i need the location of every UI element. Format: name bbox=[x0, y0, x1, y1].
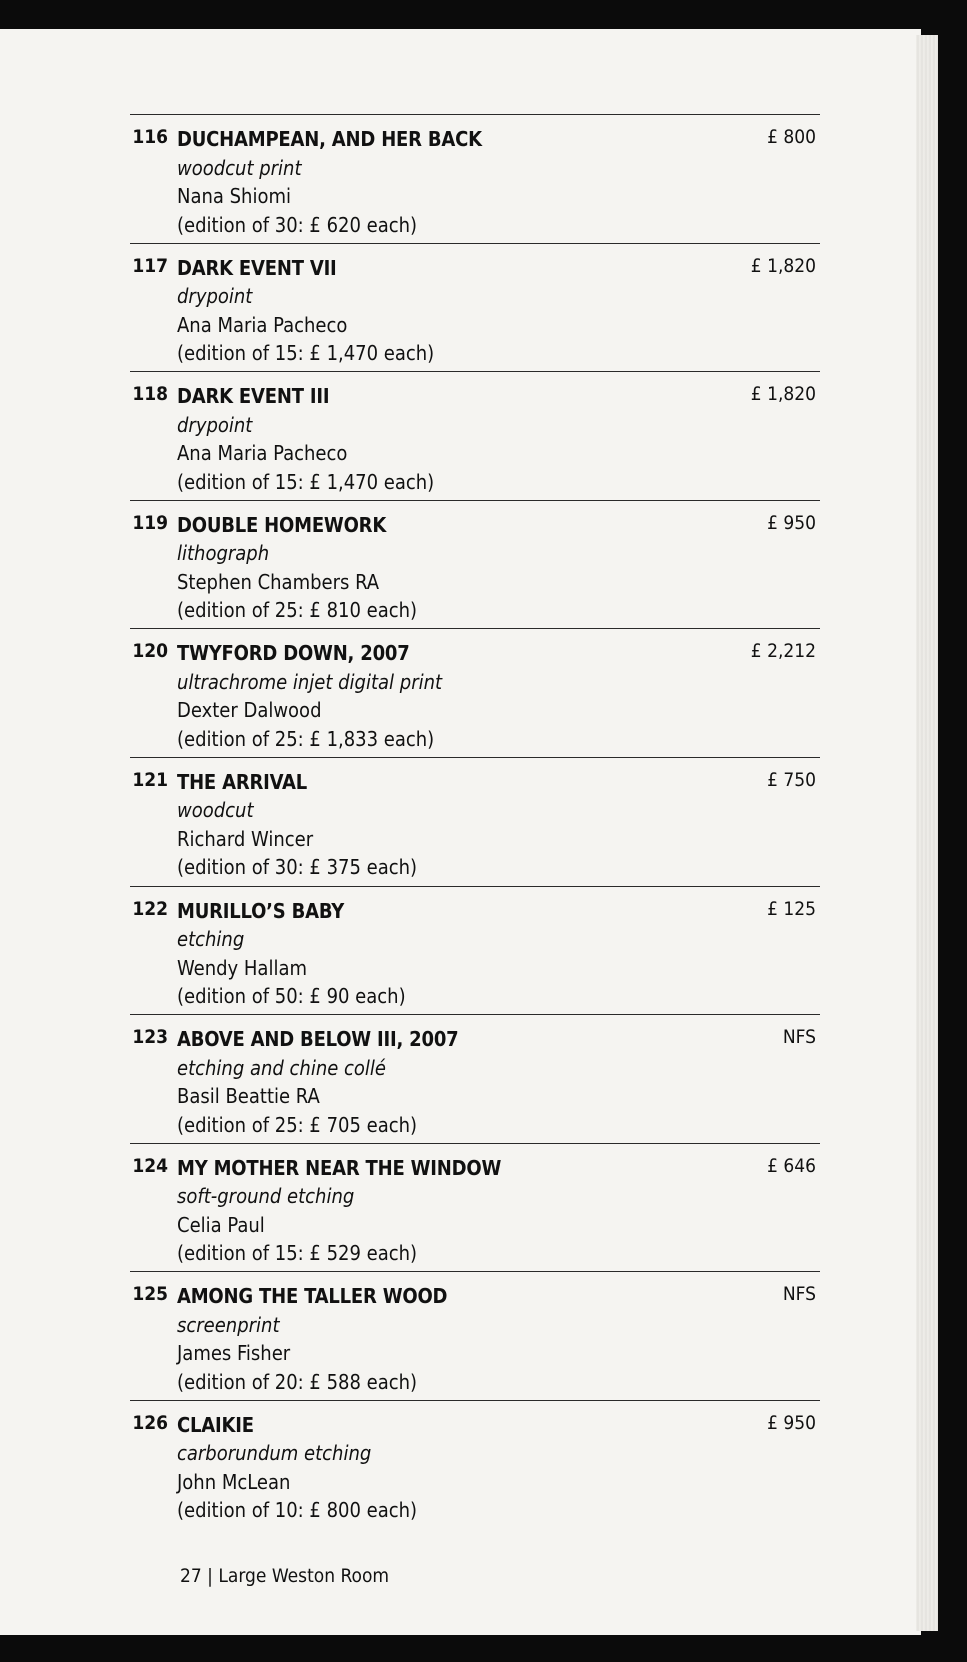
entry-details bbox=[177, 511, 417, 625]
artwork-medium: ultrachrome injet digital print bbox=[177, 669, 443, 694]
entry-details bbox=[177, 897, 406, 1011]
artwork-medium: soft-ground etching bbox=[177, 1184, 355, 1209]
artwork-price: £ 1,820 bbox=[750, 383, 816, 406]
edition-info: (edition of 25: £ 810 each) bbox=[177, 598, 418, 623]
artwork-price: £ 646 bbox=[767, 1154, 816, 1177]
entry-number: 117 bbox=[132, 254, 168, 277]
artwork-title: AMONG THE TALLER WOOD bbox=[177, 1284, 448, 1309]
entry-number: 123 bbox=[132, 1026, 168, 1049]
artwork-entry bbox=[130, 114, 820, 243]
artwork-medium: woodcut print bbox=[177, 155, 302, 180]
entry-number: 116 bbox=[132, 126, 168, 148]
artwork-title: DUCHAMPEAN, AND HER BACK bbox=[177, 127, 482, 151]
entry-details bbox=[177, 1411, 417, 1525]
edition-info: (edition of 15: £ 1,470 each) bbox=[177, 469, 435, 494]
artist-name: Richard Wincer bbox=[177, 826, 314, 851]
entry-details bbox=[177, 382, 434, 496]
artwork-title: DARK EVENT VII bbox=[177, 255, 337, 280]
artwork-medium: lithograph bbox=[177, 541, 270, 566]
edition-info: (edition of 30: £ 375 each) bbox=[177, 855, 418, 880]
artwork-medium: carborundum etching bbox=[177, 1441, 372, 1466]
artist-name: James Fisher bbox=[177, 1341, 291, 1366]
entry-number: 122 bbox=[132, 897, 168, 920]
artwork-entry bbox=[130, 371, 820, 500]
entry-number: 119 bbox=[132, 511, 168, 534]
artist-name: Celia Paul bbox=[177, 1212, 265, 1237]
edition-info: (edition of 25: £ 705 each) bbox=[177, 1112, 418, 1137]
artist-name: John McLean bbox=[177, 1469, 291, 1494]
artist-name: Nana Shiomi bbox=[177, 184, 291, 208]
artist-name: Wendy Hallam bbox=[177, 955, 307, 980]
artwork-title: TWYFORD DOWN, 2007 bbox=[177, 641, 410, 666]
artwork-title: CLAIKIE bbox=[177, 1412, 254, 1437]
artwork-medium: woodcut bbox=[177, 798, 254, 823]
artwork-price: NFS bbox=[782, 1283, 816, 1306]
artist-name: Dexter Dalwood bbox=[177, 698, 322, 723]
entry-details bbox=[177, 1282, 447, 1396]
entry-details bbox=[177, 125, 482, 239]
artwork-price: £ 950 bbox=[767, 1411, 816, 1434]
artwork-medium: drypoint bbox=[177, 412, 253, 437]
entry-details bbox=[177, 768, 417, 882]
artist-name: Stephen Chambers RA bbox=[177, 569, 380, 594]
entry-details bbox=[177, 1154, 501, 1268]
artwork-title: THE ARRIVAL bbox=[177, 769, 307, 794]
entry-details bbox=[177, 639, 442, 753]
edition-info: (edition of 20: £ 588 each) bbox=[177, 1369, 418, 1394]
edition-info: (edition of 50: £ 90 each) bbox=[177, 984, 406, 1009]
artwork-price: £ 2,212 bbox=[750, 640, 816, 663]
artwork-medium: etching and chine collé bbox=[177, 1055, 387, 1080]
artwork-title: DARK EVENT III bbox=[177, 384, 330, 409]
artist-name: Basil Beattie RA bbox=[177, 1084, 320, 1109]
artwork-entry bbox=[130, 886, 820, 1015]
page-footer: 27 | Large Weston Room bbox=[180, 1565, 390, 1587]
artwork-title: MURILLO’S BABY bbox=[177, 898, 345, 923]
edition-info: (edition of 25: £ 1,833 each) bbox=[177, 726, 435, 751]
edition-info: (edition of 15: £ 529 each) bbox=[177, 1241, 418, 1266]
entry-number: 121 bbox=[132, 768, 168, 791]
artwork-price: NFS bbox=[782, 1026, 816, 1049]
entry-number: 118 bbox=[132, 383, 168, 406]
edition-info: (edition of 15: £ 1,470 each) bbox=[177, 341, 435, 366]
artist-name: Ana Maria Pacheco bbox=[177, 441, 348, 466]
entry-number: 125 bbox=[132, 1283, 168, 1306]
artwork-entry bbox=[130, 1400, 820, 1529]
entry-number: 124 bbox=[132, 1154, 168, 1177]
artwork-entry bbox=[130, 628, 820, 757]
edition-info: (edition of 10: £ 800 each) bbox=[177, 1498, 418, 1523]
artwork-price: £ 125 bbox=[767, 897, 816, 920]
page-edge bbox=[916, 35, 938, 1631]
edition-info: (edition of 30: £ 620 each) bbox=[177, 212, 418, 237]
artwork-price: £ 750 bbox=[767, 768, 816, 791]
artwork-entry bbox=[130, 1143, 820, 1272]
artist-name: Ana Maria Pacheco bbox=[177, 312, 348, 337]
artwork-title: ABOVE AND BELOW III, 2007 bbox=[177, 1027, 459, 1052]
artwork-entry bbox=[130, 1271, 820, 1400]
artwork-entry bbox=[130, 757, 820, 886]
artwork-entry bbox=[130, 500, 820, 629]
artwork-entry bbox=[130, 1014, 820, 1143]
artwork-title: DOUBLE HOMEWORK bbox=[177, 512, 387, 537]
artwork-price: £ 1,820 bbox=[750, 254, 816, 277]
artwork-medium: drypoint bbox=[177, 284, 253, 309]
entry-number: 126 bbox=[132, 1411, 168, 1434]
entry-details bbox=[177, 254, 434, 368]
artwork-price: £ 800 bbox=[767, 126, 816, 148]
artwork-entry bbox=[130, 243, 820, 372]
artwork-price: £ 950 bbox=[767, 511, 816, 534]
entry-details bbox=[177, 1025, 458, 1139]
artwork-medium: screenprint bbox=[177, 1312, 280, 1337]
entry-number: 120 bbox=[132, 640, 168, 663]
artwork-title: MY MOTHER NEAR THE WINDOW bbox=[177, 1155, 502, 1180]
artwork-medium: etching bbox=[177, 927, 245, 952]
artwork-listing bbox=[130, 114, 820, 1529]
